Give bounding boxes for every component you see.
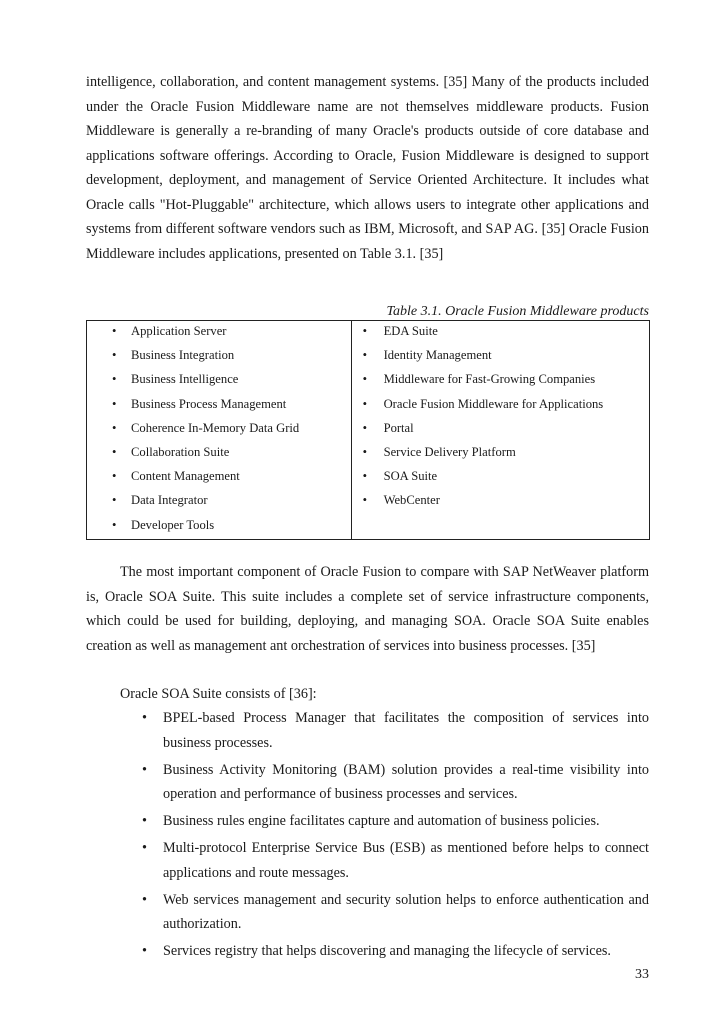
- table-list-item: • WebCenter: [352, 490, 649, 514]
- bullet-icon: •: [112, 493, 117, 508]
- bullet-icon: •: [362, 396, 367, 411]
- table-list-item: • Content Management: [87, 466, 351, 490]
- list-item: • Business rules engine facilitates capture and automation of business policies.: [140, 809, 649, 834]
- table-list-item: • Oracle Fusion Middleware for Applications: [352, 394, 649, 418]
- list-item: • Web services management and security solution helps to enforce authentication and authorization.: [140, 888, 649, 937]
- list-item: • Business Activity Monitoring (BAM) solution provides a real-time visibility into operation and performance of business processes and services.: [140, 758, 649, 807]
- bullet-icon: •: [142, 840, 147, 856]
- bullet-icon: •: [112, 324, 117, 338]
- table-list-item: • Middleware for Fast-Growing Companies: [352, 369, 649, 393]
- table-list-item: • Business Intelligence: [87, 369, 351, 393]
- table-list-item: • Service Delivery Platform: [352, 442, 649, 466]
- bullet-icon: •: [112, 517, 117, 532]
- bullet-icon: •: [112, 396, 117, 411]
- soa-components-list: [140, 706, 649, 966]
- table-list-item: • Identity Management: [352, 345, 649, 369]
- list-item: • BPEL-based Process Manager that facilitates the composition of services into business processes.: [140, 706, 649, 755]
- bullet-icon: •: [112, 372, 117, 387]
- bullet-icon: •: [142, 891, 147, 908]
- bullet-icon: •: [142, 943, 147, 959]
- bullet-icon: •: [112, 444, 117, 459]
- table-list-item: • Data Integrator: [87, 490, 351, 514]
- bullet-icon: •: [362, 493, 367, 508]
- bullet-icon: •: [362, 469, 367, 484]
- list-item: • Multi-protocol Enterprise Service Bus (ESB) as mentioned before helps to connect applications and route messages.: [140, 836, 649, 885]
- page-number: 33: [635, 967, 649, 982]
- bullet-icon: •: [112, 469, 117, 484]
- table-list-item: • Collaboration Suite: [87, 442, 351, 466]
- paragraph-fusion-middleware: intelligence, collaboration, and content management systems. [35] Many of the products included under the Oracle Fusion Middleware name are not themselves middleware products. Fusion Middleware is generally a re-branding of many Oracle's products outside of core database and applications software offerings. According to Oracle, Fusion Middleware is designed to support development, deployment, and management of Service Oriented Architecture. It includes what Oracle calls "Hot-Pluggable" architecture, which allows users to integrate other applications and systems from different software vendors such as IBM, Microsoft, and SAP AG. [35] Oracle Fusion Middleware includes applications, presented on Table 3.1. [35]: [86, 74, 649, 262]
- bullet-icon: •: [362, 444, 367, 459]
- bullet-icon: •: [112, 420, 117, 435]
- bullet-icon: •: [142, 710, 147, 726]
- paragraph-soa-suite: The most important component of Oracle Fusion to compare with SAP NetWeaver platform is, Oracle SOA Suite. This suite includes a complete set of service infrastructure components, which could be used for building, deploying, and managing SOA. Oracle SOA Suite enables creation as well as management ant orchestration of services into business processes. [35]: [86, 564, 649, 654]
- bullet-icon: •: [362, 324, 367, 338]
- table-caption: Table 3.1. Oracle Fusion Middleware products: [386, 304, 649, 319]
- table-list-item: • Business Process Management: [87, 394, 351, 418]
- bullet-icon: •: [362, 372, 367, 387]
- bullet-icon: •: [362, 348, 367, 363]
- table-list-item: • SOA Suite: [352, 466, 649, 490]
- products-table-right-column: [351, 321, 649, 540]
- soa-suite-intro: Oracle SOA Suite consists of [36]:: [120, 686, 317, 702]
- table-list-item: • EDA Suite: [352, 321, 649, 345]
- bullet-icon: •: [112, 348, 117, 363]
- bullet-icon: •: [142, 761, 147, 778]
- table-list-item: • Application Server: [87, 321, 351, 345]
- products-table: [86, 320, 650, 540]
- bullet-icon: •: [142, 813, 147, 829]
- table-list-item: • Business Integration: [87, 345, 351, 369]
- table-list-item: • Coherence In-Memory Data Grid: [87, 418, 351, 442]
- bullet-icon: •: [362, 420, 367, 435]
- products-table-left-column: [87, 321, 352, 540]
- table-list-item: • Portal: [352, 418, 649, 442]
- table-list-item: • Developer Tools: [87, 515, 351, 539]
- list-item: • Services registry that helps discovering and managing the lifecycle of services.: [140, 939, 649, 964]
